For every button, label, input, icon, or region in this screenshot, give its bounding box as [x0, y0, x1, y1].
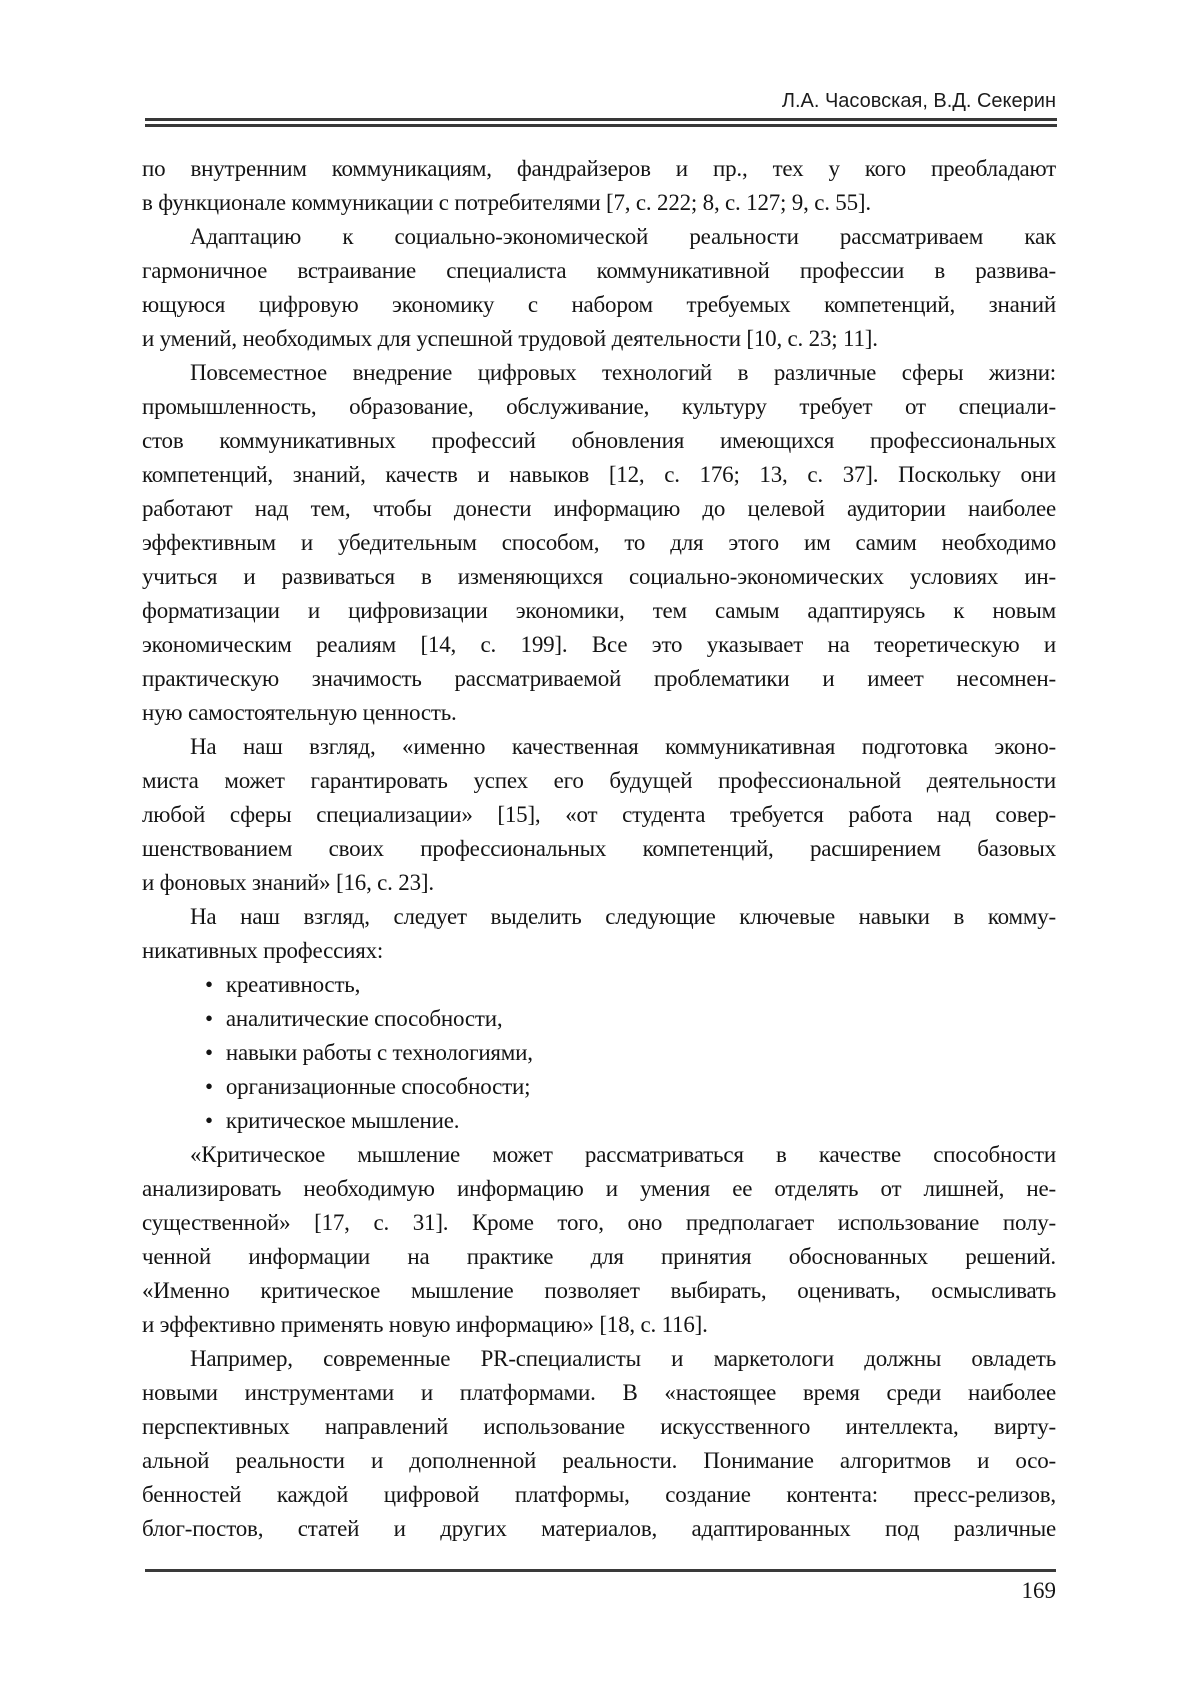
text-line: миста может гарантировать успех его будущей профессиональной деятельности: [142, 768, 1056, 793]
text-line: Например, современные PR-специалисты и маркетологи должны овладеть: [190, 1346, 1056, 1371]
text-line: ющуюся цифровую экономику с набором требуемых компетенций, знаний: [142, 292, 1056, 317]
bullet-icon: •: [205, 972, 213, 997]
paragraph: [142, 1342, 1056, 1546]
text-line: и фоновых знаний» [16, с. 23].: [142, 870, 434, 895]
page-body: [142, 152, 1056, 1546]
text-line: существенной» [17, с. 31]. Кроме того, оно предполагает использование полу-: [142, 1210, 1056, 1235]
bullet-list: [142, 968, 1056, 1138]
text-line: промышленность, образование, обслуживание, культуру требует от специали-: [142, 394, 1056, 419]
text-line: гармоничное встраивание специалиста коммуникативной профессии в развива-: [142, 258, 1056, 283]
text-line: в функционале коммуникации с потребителями [7, с. 222; 8, с. 127; 9, с. 55].: [142, 190, 871, 215]
text-line: Повсеместное внедрение цифровых технологий в различные сферы жизни:: [190, 360, 1056, 385]
text-line: любой сферы специализации» [15], «от студента требуется работа над совер-: [142, 802, 1056, 827]
text-line: бенностей каждой цифровой платформы, создание контента: пресс-релизов,: [142, 1482, 1056, 1507]
paragraph: [142, 220, 1056, 356]
text-line: ченной информации на практике для принятия обоснованных решений.: [142, 1244, 1056, 1269]
text-line: компетенций, знаний, качеств и навыков [12, с. 176; 13, с. 37]. Поскольку они: [142, 462, 1056, 487]
text-line: учиться и развиваться в изменяющихся социально-экономических условиях ин-: [142, 564, 1056, 589]
text-line: экономическим реалиям [14, с. 199]. Все это указывает на теоретическую и: [142, 632, 1056, 657]
list-item-text: организационные способности;: [225, 1074, 531, 1099]
text-line: и эффективно применять новую информацию» [18, с. 116].: [142, 1312, 708, 1337]
text-line: и умений, необходимых для успешной трудовой деятельности [10, с. 23; 11].: [142, 326, 878, 351]
text-line: эффективным и убедительным способом, то для этого им самим необходимо: [142, 530, 1056, 555]
list-item-text: аналитические способности,: [225, 1006, 503, 1031]
paragraph: [142, 356, 1056, 730]
page-number: 169: [1021, 1578, 1056, 1603]
list-item: [142, 1002, 1056, 1036]
text-line: перспективных направлений использование искусственного интеллекта, вирту-: [142, 1414, 1056, 1439]
list-item: [142, 968, 1056, 1002]
bullet-icon: •: [205, 1108, 213, 1133]
text-line: На наш взгляд, «именно качественная коммуникативная подготовка эконо-: [190, 734, 1056, 759]
text-line: новыми инструментами и платформами. В «настоящее время среди наиболее: [142, 1380, 1056, 1405]
bullet-icon: •: [205, 1006, 213, 1031]
text-line: блог-постов, статей и других материалов, адаптированных под различные: [142, 1516, 1056, 1541]
text-line: стов коммуникативных профессий обновления имеющихся профессиональных: [142, 428, 1056, 453]
list-item: [142, 1104, 1056, 1138]
text-line: Адаптацию к социально-экономической реальности рассматриваем как: [190, 224, 1056, 249]
header-double-rule: [145, 118, 1057, 127]
text-line: никативных профессиях:: [142, 938, 384, 963]
text-line: альной реальности и дополненной реальности. Понимание алгоритмов и осо-: [142, 1448, 1056, 1473]
paragraph: [142, 152, 1056, 220]
text-line: практическую значимость рассматриваемой проблематики и имеет несомнен-: [142, 666, 1056, 691]
text-line: «Именно критическое мышление позволяет выбирать, оценивать, осмысливать: [142, 1278, 1056, 1303]
running-header-authors: Л.А. Часовская, В.Д. Секерин: [781, 90, 1056, 112]
list-item-text: креативность,: [225, 972, 361, 997]
text-line: На наш взгляд, следует выделить следующие ключевые навыки в комму-: [190, 904, 1056, 929]
footer-rule: [145, 1569, 1056, 1572]
text-line: работают над тем, чтобы донести информацию до целевой аудитории наиболее: [142, 496, 1056, 521]
paragraph: [142, 730, 1056, 900]
paragraph: [142, 900, 1056, 968]
text-line: ную самостоятельную ценность.: [142, 700, 457, 725]
list-item-text: навыки работы с технологиями,: [225, 1040, 533, 1065]
text-line: форматизации и цифровизации экономики, тем самым адаптируясь к новым: [142, 598, 1056, 623]
bullet-icon: •: [205, 1074, 213, 1099]
text-line: «Критическое мышление может рассматриваться в качестве способности: [190, 1142, 1056, 1167]
text-line: анализировать необходимую информацию и умения ее отделять от лишней, не-: [142, 1176, 1056, 1201]
bullet-icon: •: [205, 1040, 213, 1065]
paragraph: [142, 1138, 1056, 1342]
list-item-text: критическое мышление.: [225, 1108, 460, 1133]
text-line: шенствованием своих профессиональных компетенций, расширением базовых: [142, 836, 1056, 861]
text-line: по внутренним коммуникациям, фандрайзеров и пр., тех у кого преобладают: [142, 156, 1056, 181]
list-item: [142, 1036, 1056, 1070]
list-item: [142, 1070, 1056, 1104]
